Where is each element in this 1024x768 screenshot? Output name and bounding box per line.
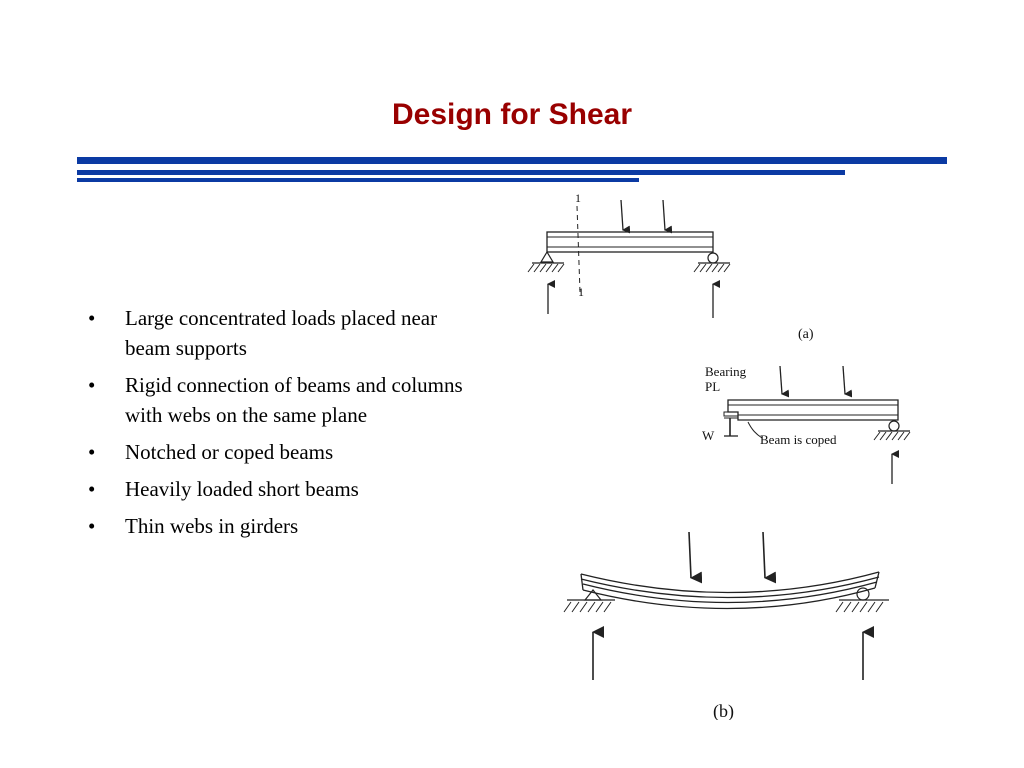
slide-title: Design for Shear bbox=[391, 98, 633, 131]
bullet-list bbox=[86, 303, 466, 548]
figure-a-simple-beam bbox=[520, 192, 745, 322]
title-rule-top bbox=[77, 157, 947, 164]
figure-a-caption: (a) bbox=[798, 327, 814, 342]
bullet-text: Heavily loaded short beams bbox=[125, 477, 359, 501]
load-arrow-4 bbox=[843, 366, 845, 394]
figure-b-short-beam bbox=[553, 520, 923, 720]
load-arrow-2 bbox=[663, 200, 665, 230]
deflected-beam bbox=[581, 572, 879, 609]
figure-b-caption: (b) bbox=[713, 701, 734, 720]
coped-label: Beam is coped bbox=[760, 432, 837, 447]
bearing-plate bbox=[724, 412, 738, 436]
bullet-icon: • bbox=[88, 477, 96, 501]
bearing-label-line-1: Bearing bbox=[705, 364, 747, 379]
section-label-bottom: 1 bbox=[578, 285, 584, 299]
bullet-item bbox=[86, 511, 466, 541]
roller-support-a bbox=[694, 253, 730, 272]
bearing-label-line-2: PL bbox=[705, 379, 721, 394]
bullet-text: Thin webs in girders bbox=[125, 514, 299, 538]
bullet-icon: • bbox=[88, 440, 96, 464]
bullet-text: Notched or coped beams bbox=[125, 440, 334, 464]
bullet-icon: • bbox=[88, 306, 96, 330]
pin-support-a bbox=[528, 252, 564, 272]
figure-a-coped-beam bbox=[690, 358, 930, 488]
load-arrow-1 bbox=[621, 200, 623, 230]
w-section-label: W bbox=[702, 428, 715, 443]
title-rule-middle bbox=[77, 170, 845, 175]
bullet-item bbox=[86, 303, 466, 363]
bullet-item bbox=[86, 437, 466, 467]
section-line bbox=[577, 206, 580, 292]
beam-a bbox=[547, 232, 713, 252]
load-arrow-5 bbox=[689, 532, 691, 578]
bullet-text: Large concentrated loads placed near beam supports bbox=[125, 306, 438, 360]
load-arrow-6 bbox=[763, 532, 765, 578]
coped-beam bbox=[728, 400, 898, 420]
bullet-text: Rigid connection of beams and columns with webs on the same plane bbox=[125, 373, 463, 427]
section-label-top: 1 bbox=[575, 192, 581, 205]
bullet-icon: • bbox=[88, 373, 96, 397]
bullet-icon: • bbox=[88, 514, 96, 538]
title-rule-bottom bbox=[77, 178, 639, 182]
bearing-label bbox=[705, 364, 747, 394]
bullet-item bbox=[86, 370, 466, 430]
roller-support-coped bbox=[874, 421, 910, 440]
pin-support-b bbox=[564, 590, 615, 612]
bullet-item bbox=[86, 474, 466, 504]
load-arrow-3 bbox=[780, 366, 782, 394]
